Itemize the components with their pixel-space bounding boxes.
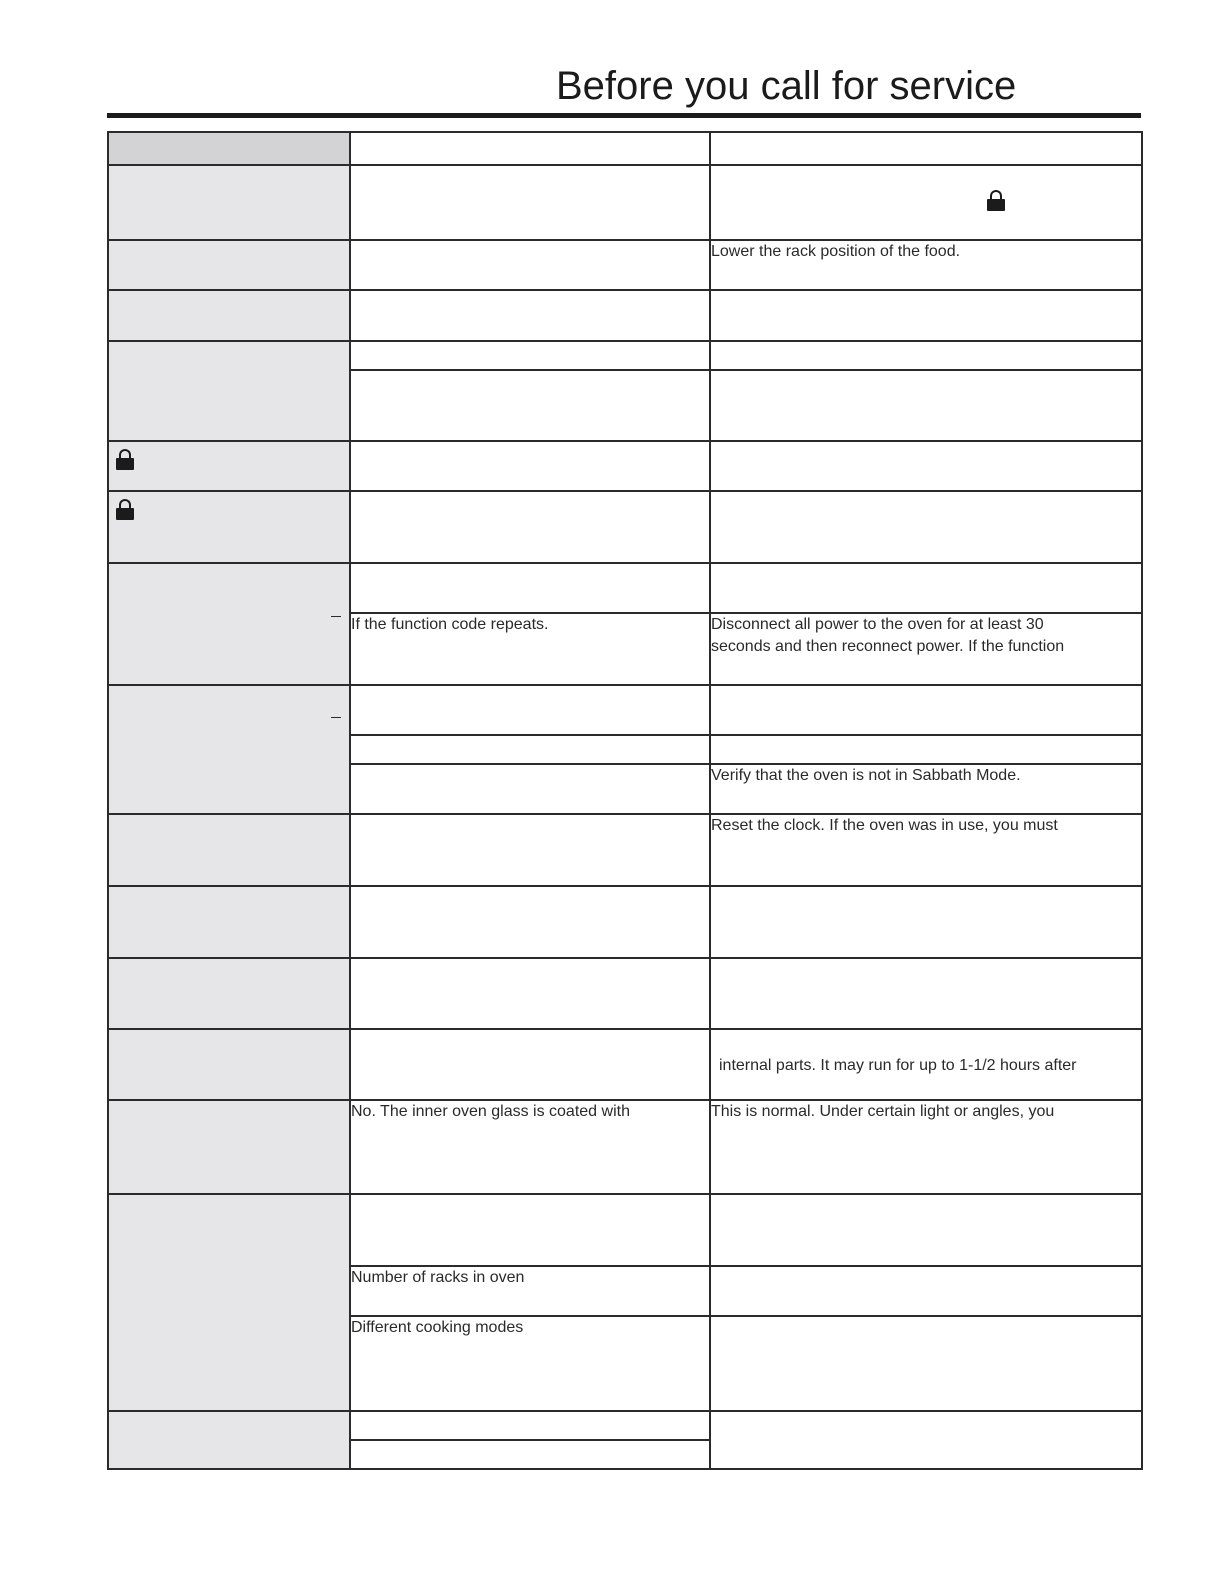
solution-text: Lower the rack position of the food. bbox=[711, 243, 961, 260]
dash-mark bbox=[331, 616, 341, 617]
problem-cell bbox=[108, 563, 350, 685]
lock-icon bbox=[116, 449, 134, 471]
table-row bbox=[108, 1029, 1142, 1100]
solution-cell bbox=[710, 735, 1142, 764]
cause-cell bbox=[350, 1266, 710, 1316]
cause-cell bbox=[350, 735, 710, 764]
header-problem-cell bbox=[108, 132, 350, 165]
problem-cell bbox=[108, 165, 350, 240]
lock-icon bbox=[987, 190, 1005, 212]
table-row bbox=[108, 886, 1142, 958]
table-row bbox=[108, 165, 1142, 240]
problem-cell bbox=[108, 491, 350, 563]
cause-cell bbox=[350, 1440, 710, 1469]
cause-cell bbox=[350, 958, 710, 1029]
problem-cell bbox=[108, 1029, 350, 1100]
table-row bbox=[108, 441, 1142, 491]
cause-cell bbox=[350, 491, 710, 563]
solution-cell bbox=[710, 814, 1142, 886]
table-row bbox=[108, 958, 1142, 1029]
cause-cell bbox=[350, 240, 710, 290]
cause-text: Different cooking modes bbox=[351, 1319, 524, 1336]
table-row bbox=[108, 491, 1142, 563]
cause-cell bbox=[350, 613, 710, 685]
solution-cell bbox=[710, 1100, 1142, 1194]
problem-cell bbox=[108, 240, 350, 290]
table-row bbox=[108, 1100, 1142, 1194]
solution-cell bbox=[710, 1029, 1142, 1100]
table-row bbox=[108, 341, 1142, 370]
cause-text: No. The inner oven glass is coated with bbox=[351, 1103, 630, 1120]
problem-cell bbox=[108, 1100, 350, 1194]
table-row bbox=[108, 1194, 1142, 1266]
problem-cell bbox=[108, 341, 350, 441]
solution-cell bbox=[710, 1266, 1142, 1316]
solution-cell bbox=[710, 441, 1142, 491]
cause-cell bbox=[350, 1194, 710, 1266]
solution-text: Disconnect all power to the oven for at least 30 seconds and then reconnect power. If the function bbox=[711, 616, 1065, 655]
header-solution-cell bbox=[710, 132, 1142, 165]
table-row bbox=[108, 290, 1142, 341]
problem-cell bbox=[108, 685, 350, 814]
cause-cell bbox=[350, 165, 710, 240]
cause-cell bbox=[350, 814, 710, 886]
table-header-row bbox=[108, 132, 1142, 165]
problem-cell bbox=[108, 958, 350, 1029]
solution-text: Verify that the oven is not in Sabbath Mode. bbox=[711, 767, 1021, 784]
solution-cell bbox=[710, 341, 1142, 370]
cause-cell bbox=[350, 1100, 710, 1194]
header-cause-cell bbox=[350, 132, 710, 165]
page-title: Before you call for service bbox=[556, 64, 1017, 108]
cause-cell bbox=[350, 341, 710, 370]
troubleshooting-table bbox=[107, 131, 1143, 1470]
cause-cell bbox=[350, 563, 710, 613]
solution-cell bbox=[710, 240, 1142, 290]
solution-cell bbox=[710, 370, 1142, 441]
cause-cell bbox=[350, 370, 710, 441]
lock-icon bbox=[116, 499, 134, 521]
cause-cell bbox=[350, 1316, 710, 1411]
solution-cell bbox=[710, 1316, 1142, 1411]
dash-mark bbox=[331, 717, 341, 718]
solution-text: Reset the clock. If the oven was in use, you must bbox=[711, 817, 1058, 834]
solution-cell bbox=[710, 491, 1142, 563]
cause-cell bbox=[350, 290, 710, 341]
cause-text: Number of racks in oven bbox=[351, 1269, 525, 1286]
solution-cell bbox=[710, 764, 1142, 814]
cause-cell bbox=[350, 685, 710, 735]
problem-cell bbox=[108, 290, 350, 341]
table-row bbox=[108, 240, 1142, 290]
cause-cell bbox=[350, 1029, 710, 1100]
solution-cell bbox=[710, 958, 1142, 1029]
solution-cell bbox=[710, 563, 1142, 613]
title-rule bbox=[107, 113, 1141, 118]
cause-cell bbox=[350, 764, 710, 814]
solution-cell bbox=[710, 613, 1142, 685]
cause-cell bbox=[350, 1411, 710, 1440]
problem-cell bbox=[108, 441, 350, 491]
problem-cell bbox=[108, 1194, 350, 1411]
problem-cell bbox=[108, 1411, 350, 1469]
solution-cell bbox=[710, 886, 1142, 958]
problem-cell bbox=[108, 886, 350, 958]
table-row bbox=[108, 685, 1142, 735]
table-row bbox=[108, 1411, 1142, 1440]
solution-cell bbox=[710, 1411, 1142, 1469]
solution-cell bbox=[710, 685, 1142, 735]
problem-cell bbox=[108, 814, 350, 886]
cause-cell bbox=[350, 441, 710, 491]
solution-text: This is normal. Under certain light or angles, you bbox=[711, 1103, 1055, 1120]
table-row bbox=[108, 814, 1142, 886]
solution-cell bbox=[710, 290, 1142, 341]
solution-text: internal parts. It may run for up to 1-1/2 hours after bbox=[719, 1057, 1077, 1074]
solution-cell bbox=[710, 1194, 1142, 1266]
table-row bbox=[108, 563, 1142, 613]
cause-cell bbox=[350, 886, 710, 958]
cause-text: If the function code repeats. bbox=[351, 616, 549, 633]
solution-cell bbox=[710, 165, 1142, 240]
